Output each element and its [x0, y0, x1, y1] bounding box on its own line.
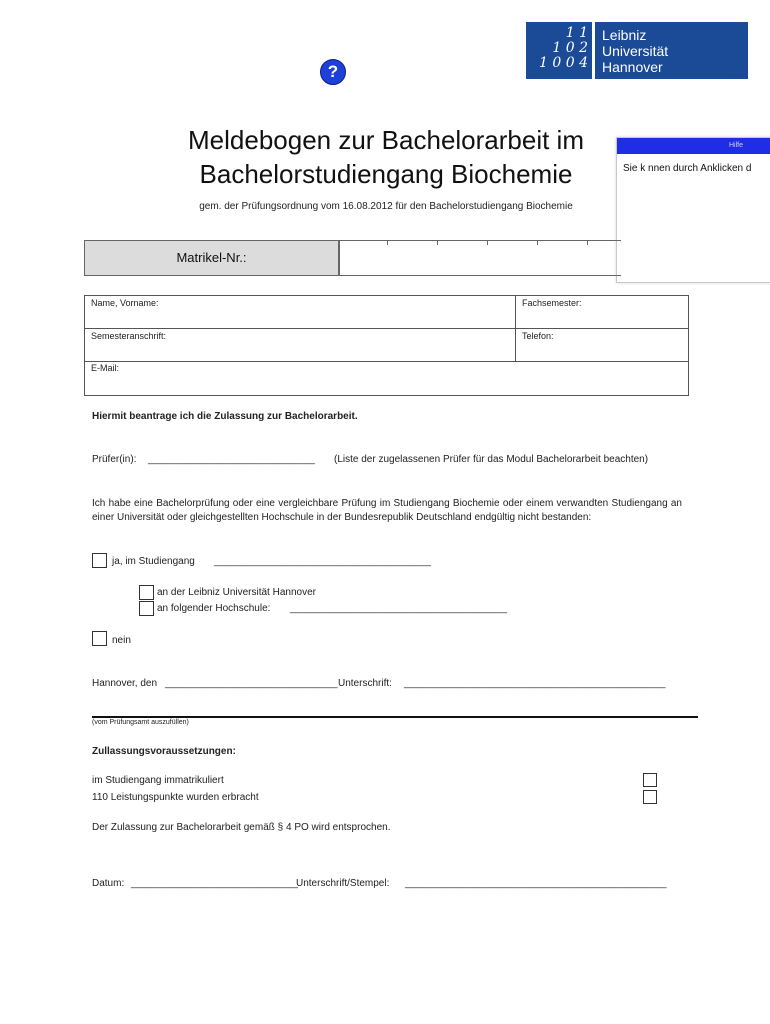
title-line-2: Bachelorstudiengang Biochemie — [199, 159, 573, 189]
stamp-input[interactable]: _______________________________________________ — [405, 878, 667, 889]
section-divider — [92, 716, 698, 718]
requirement-item: im Studiengang immatrikuliert — [92, 775, 224, 786]
ja-label: ja, im Studiengang — [112, 556, 195, 567]
requirements-heading: Zullassungsvoraussetzungen: — [92, 746, 236, 757]
logo-text: Leibniz Universität Hannover — [602, 27, 669, 75]
stamp-label: Unterschrift/Stempel: — [296, 878, 390, 889]
matrikel-input[interactable] — [339, 240, 621, 276]
name-field[interactable]: Name, Vorname: — [91, 298, 159, 308]
studiengang-input[interactable]: _______________________________________ — [214, 556, 431, 567]
personal-data-table — [84, 295, 689, 396]
nein-checkbox[interactable] — [92, 631, 107, 646]
matrikel-label: Matrikel-Nr.: — [84, 240, 339, 276]
leibniz-label: an der Leibniz Universität Hannover — [157, 587, 316, 598]
leibniz-checkbox[interactable] — [139, 585, 154, 600]
requirement-checkbox[interactable] — [643, 790, 657, 804]
date-label: Datum: — [92, 878, 125, 889]
title-line-1: Meldebogen zur Bachelorarbeit im — [188, 125, 584, 155]
application-heading: Hiermit beantrage ich die Zulassung zur Bachelorarbeit. — [92, 411, 358, 422]
matrikel-digit-divider — [537, 240, 538, 245]
pruefer-label: Prüfer(in): — [92, 454, 137, 465]
matrikel-digit-divider — [487, 240, 488, 245]
pruefer-note: (Liste der zugelassenen Prüfer für das Modul Bachelorarbeit beachten) — [334, 454, 649, 465]
footer-date-input[interactable]: ______________________________ — [131, 878, 298, 889]
ja-checkbox[interactable] — [92, 553, 107, 568]
office-note: (vom Prüfungsamt auszufüllen) — [92, 719, 189, 726]
table-column-divider — [515, 296, 516, 361]
telefon-field[interactable]: Telefon: — [522, 331, 554, 341]
subtitle: gem. der Prüfungsordnung vom 16.08.2012 für den Bachelorstudiengang Biochemie — [199, 201, 573, 212]
table-divider — [85, 361, 688, 362]
place-date-label: Hannover, den — [92, 678, 158, 689]
help-popup-text: Sie k nnen durch Anklicken d — [623, 163, 752, 174]
page-title — [100, 123, 672, 191]
hochschule-label: an folgender Hochschule: — [157, 603, 271, 614]
help-popup — [616, 137, 770, 283]
help-icon[interactable]: ? — [320, 59, 346, 85]
fachsemester-field[interactable]: Fachsemester: — [522, 298, 582, 308]
help-popup-header[interactable]: Hilfe — [617, 138, 770, 154]
decision-text: Der Zulassung zur Bachelorarbeit gemäß § 4 PO wird entsprochen. — [92, 822, 391, 833]
signature-label: Unterschrift: — [338, 678, 392, 689]
matrikel-digit-divider — [587, 240, 588, 245]
requirement-checkbox[interactable] — [643, 773, 657, 787]
table-divider — [85, 328, 688, 329]
statement-text: Ich habe eine Bachelorprüfung oder eine vergleichbare Prüfung im Studiengang Biochemie oder einem verwandten Studiengang an einer Universität oder gleichgestellten Hochschule in der Bundesrepublik Deutschland endgültig nicht bestanden: — [92, 498, 682, 523]
hochschule-input[interactable]: _______________________________________ — [290, 603, 507, 614]
logo-separator — [592, 22, 595, 79]
nein-label: nein — [112, 635, 131, 646]
matrikel-digit-divider — [387, 240, 388, 245]
date-input[interactable]: _______________________________ — [165, 678, 338, 689]
pruefer-input[interactable]: ______________________________ — [148, 454, 315, 465]
semesteranschrift-field[interactable]: Semesteranschrift: — [91, 331, 167, 341]
university-logo — [526, 22, 748, 79]
hochschule-checkbox[interactable] — [139, 601, 154, 616]
requirement-item: 110 Leistungspunkte wurden erbracht — [92, 792, 259, 803]
signature-input[interactable]: _______________________________________________ — [404, 678, 666, 689]
logo-mark: 1 1 1 0 2 1 0 0 4 — [539, 25, 588, 71]
matrikel-digit-divider — [437, 240, 438, 245]
email-field[interactable]: E-Mail: — [91, 363, 120, 373]
